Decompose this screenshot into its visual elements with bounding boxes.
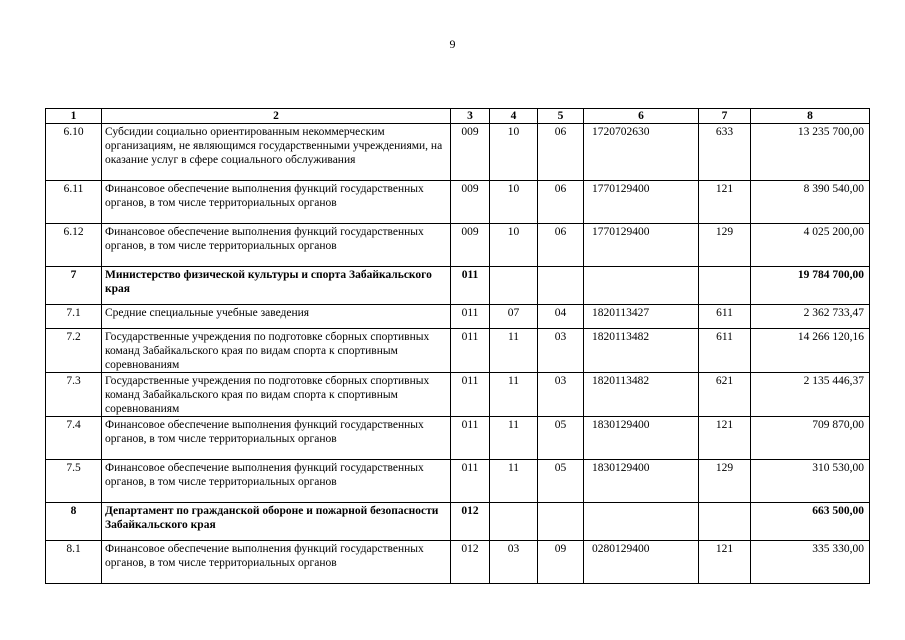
row-number: 8.1: [46, 541, 102, 584]
row-number: 7.1: [46, 305, 102, 329]
row-subsection-code: 05: [538, 417, 584, 460]
row-subsection-code: 05: [538, 460, 584, 503]
row-amount: 663 500,00: [751, 503, 870, 541]
table-row: [46, 460, 870, 503]
row-expense-type: [699, 503, 751, 541]
header-cell: 8: [751, 109, 870, 124]
table-row: [46, 503, 870, 541]
row-amount: 335 330,00: [751, 541, 870, 584]
row-grbs-code: 011: [451, 305, 490, 329]
row-section-code: 11: [490, 373, 538, 417]
table-row: [46, 224, 870, 267]
table-row: [46, 373, 870, 417]
row-section-code: 11: [490, 417, 538, 460]
row-section-code: 10: [490, 181, 538, 224]
row-grbs-code: 012: [451, 503, 490, 541]
header-cell: 1: [46, 109, 102, 124]
row-number: 8: [46, 503, 102, 541]
header-cell: 7: [699, 109, 751, 124]
row-expense-type: 611: [699, 329, 751, 373]
row-section-code: 10: [490, 224, 538, 267]
row-target-code: 1830129400: [584, 417, 699, 460]
row-subsection-code: 03: [538, 329, 584, 373]
row-name: Финансовое обеспечение выполнения функций государственных органов, в том числе территориальных органов: [102, 224, 451, 267]
row-target-code: [584, 503, 699, 541]
row-grbs-code: 011: [451, 329, 490, 373]
row-name: Финансовое обеспечение выполнения функций государственных органов, в том числе территориальных органов: [102, 417, 451, 460]
table-row: [46, 181, 870, 224]
row-name: Государственные учреждения по подготовке сборных спортивных команд Забайкальского края по видам спорта к спортивным соревнованиям: [102, 373, 451, 417]
row-section-code: [490, 267, 538, 305]
row-subsection-code: 06: [538, 224, 584, 267]
table-row: [46, 267, 870, 305]
row-amount: 2 135 446,37: [751, 373, 870, 417]
row-section-code: 11: [490, 329, 538, 373]
row-grbs-code: 011: [451, 460, 490, 503]
budget-table: [45, 108, 870, 584]
row-grbs-code: 011: [451, 373, 490, 417]
row-target-code: 1770129400: [584, 181, 699, 224]
row-amount: 4 025 200,00: [751, 224, 870, 267]
row-subsection-code: 06: [538, 181, 584, 224]
row-amount: 2 362 733,47: [751, 305, 870, 329]
row-grbs-code: 009: [451, 181, 490, 224]
row-name: Финансовое обеспечение выполнения функций государственных органов, в том числе территориальных органов: [102, 181, 451, 224]
header-cell: 3: [451, 109, 490, 124]
row-target-code: 1820113427: [584, 305, 699, 329]
row-number: 7.4: [46, 417, 102, 460]
row-section-code: 07: [490, 305, 538, 329]
row-name: Финансовое обеспечение выполнения функций государственных органов, в том числе территориальных органов: [102, 460, 451, 503]
table-row: [46, 305, 870, 329]
header-cell: 2: [102, 109, 451, 124]
row-grbs-code: 012: [451, 541, 490, 584]
row-amount: 13 235 700,00: [751, 124, 870, 181]
table-row: [46, 124, 870, 181]
row-target-code: 1720702630: [584, 124, 699, 181]
row-expense-type: 633: [699, 124, 751, 181]
row-grbs-code: 011: [451, 417, 490, 460]
row-grbs-code: 011: [451, 267, 490, 305]
table-row: [46, 329, 870, 373]
row-number: 7.5: [46, 460, 102, 503]
row-name: Средние специальные учебные заведения: [102, 305, 451, 329]
row-section-code: 03: [490, 541, 538, 584]
row-expense-type: 611: [699, 305, 751, 329]
row-expense-type: 129: [699, 224, 751, 267]
row-expense-type: 121: [699, 417, 751, 460]
header-cell: 4: [490, 109, 538, 124]
table-row: [46, 417, 870, 460]
row-subsection-code: 06: [538, 124, 584, 181]
row-expense-type: 129: [699, 460, 751, 503]
row-subsection-code: 04: [538, 305, 584, 329]
row-amount: 310 530,00: [751, 460, 870, 503]
row-target-code: 0280129400: [584, 541, 699, 584]
row-grbs-code: 009: [451, 124, 490, 181]
row-subsection-code: [538, 267, 584, 305]
row-expense-type: [699, 267, 751, 305]
row-section-code: 11: [490, 460, 538, 503]
row-name: Государственные учреждения по подготовке сборных спортивных команд Забайкальского края по видам спорта к спортивным соревнованиям: [102, 329, 451, 373]
row-subsection-code: 03: [538, 373, 584, 417]
header-cell: 5: [538, 109, 584, 124]
row-amount: 8 390 540,00: [751, 181, 870, 224]
row-expense-type: 121: [699, 181, 751, 224]
row-target-code: 1770129400: [584, 224, 699, 267]
row-target-code: 1820113482: [584, 329, 699, 373]
row-subsection-code: [538, 503, 584, 541]
row-section-code: 10: [490, 124, 538, 181]
row-section-code: [490, 503, 538, 541]
header-row: [46, 109, 870, 124]
row-number: 6.11: [46, 181, 102, 224]
row-target-code: [584, 267, 699, 305]
row-amount: 14 266 120,16: [751, 329, 870, 373]
table-row: [46, 541, 870, 584]
row-name: Департамент по гражданской обороне и пожарной безопасности Забайкальского края: [102, 503, 451, 541]
row-number: 7.3: [46, 373, 102, 417]
row-subsection-code: 09: [538, 541, 584, 584]
row-target-code: 1830129400: [584, 460, 699, 503]
page-number: 9: [449, 37, 456, 51]
row-amount: 709 870,00: [751, 417, 870, 460]
row-grbs-code: 009: [451, 224, 490, 267]
row-name: Субсидии социально ориентированным некоммерческим организациям, не являющимся государственными учреждениями, на оказание услуг в сфере социального обслуживания: [102, 124, 451, 181]
row-number: 6.10: [46, 124, 102, 181]
row-number: 6.12: [46, 224, 102, 267]
row-amount: 19 784 700,00: [751, 267, 870, 305]
row-name: Министерство физической культуры и спорта Забайкальского края: [102, 267, 451, 305]
row-target-code: 1820113482: [584, 373, 699, 417]
header-cell: 6: [584, 109, 699, 124]
row-number: 7.2: [46, 329, 102, 373]
row-number: 7: [46, 267, 102, 305]
row-expense-type: 121: [699, 541, 751, 584]
row-name: Финансовое обеспечение выполнения функций государственных органов, в том числе территориальных органов: [102, 541, 451, 584]
row-expense-type: 621: [699, 373, 751, 417]
